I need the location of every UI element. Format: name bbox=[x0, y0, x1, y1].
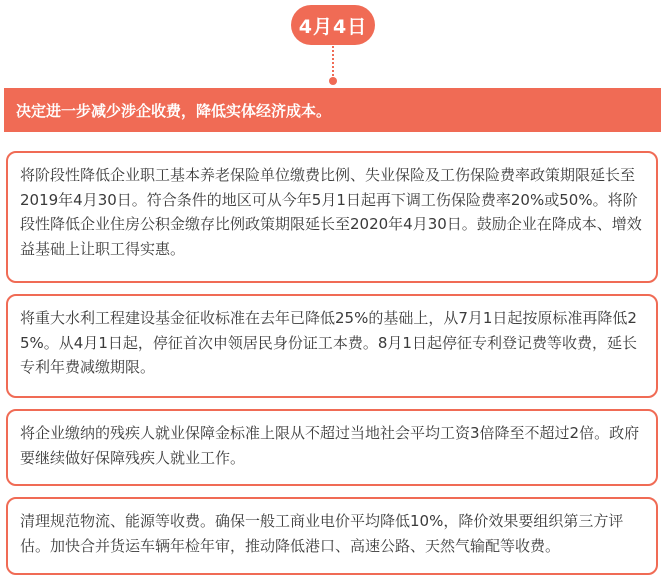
policy-card-text: 将重大水利工程建设基金征收标准在去年已降低25%的基础上，从7月1日起按原标准再降低25%。从4月1日起，停征首次申领居民身份证工本费。8月1日起停征专利登记费等收费，延长专利年费减缴期限。 bbox=[20, 309, 637, 376]
date-badge: 4月4日 bbox=[291, 5, 375, 45]
policy-card-logistics bbox=[6, 497, 658, 575]
policy-card-text: 将企业缴纳的残疾人就业保障金标准上限从不超过当地社会平均工资3倍降至不超过2倍。政府要继续做好保障残疾人就业工作。 bbox=[20, 424, 640, 467]
policy-card-disability bbox=[6, 409, 658, 486]
timeline-connector bbox=[332, 46, 334, 80]
policy-card-text: 清理规范物流、能源等收费。确保一般工商业电价平均降低10%，降价效果要组织第三方评估。加快合并货运车辆年检年审，推动降低港口、高速公路、天然气输配等收费。 bbox=[20, 512, 624, 555]
policy-card-fees bbox=[6, 294, 658, 398]
policy-card-text: 将阶段性降低企业职工基本养老保险单位缴费比例、失业保险及工伤保险费率政策期限延长至2019年4月30日。符合条件的地区可从今年5月1日起再下调工伤保险费率20%或50%。将阶段性降低企业住房公积金缴存比例政策期限延长至2020年4月30日。鼓励企业在降成本、增效益基础上让职工得实惠。 bbox=[20, 166, 642, 258]
headline-banner: 决定进一步减少涉企收费，降低实体经济成本。 bbox=[4, 88, 661, 132]
timeline-dot bbox=[329, 77, 337, 85]
policy-card-pension bbox=[6, 151, 658, 283]
